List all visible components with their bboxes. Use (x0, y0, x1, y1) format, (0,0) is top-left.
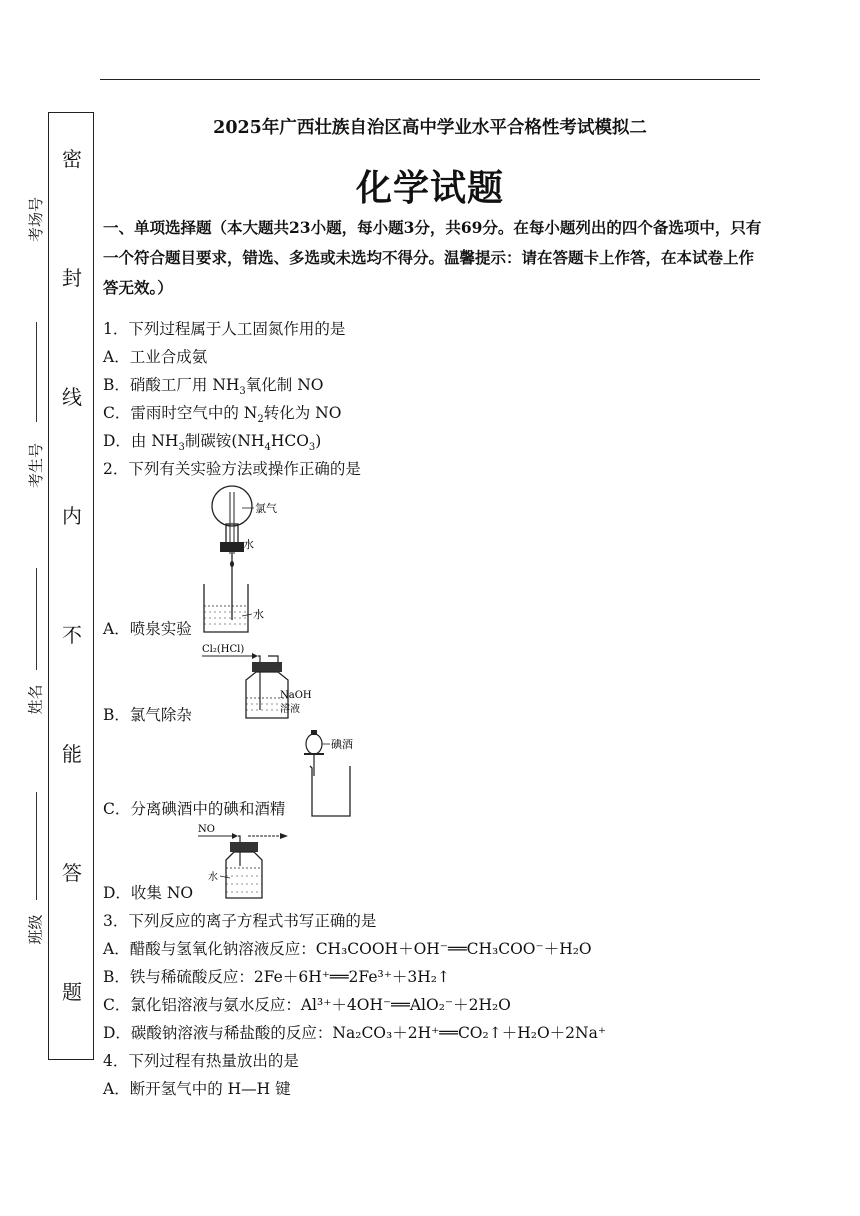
q2-option-b: B．氯气除杂 (103, 706, 192, 724)
q1-stem: 1．下列过程属于人工固氮作用的是 (103, 320, 346, 338)
q3-option-c: C．氯化铝溶液与氨水反应：Al³⁺＋4OH⁻══AlO₂⁻＋2H₂O (103, 996, 511, 1014)
separatory-funnel-figure (300, 730, 364, 818)
q3-stem: 3．下列反应的离子方程式书写正确的是 (103, 912, 377, 930)
seal-char: 内 (62, 504, 82, 528)
seal-char: 答 (62, 861, 82, 885)
section-heading: 一、单项选择题（本大题共23小题，每小题3分，共69分。在每小题列出的四个备选项中，只有一个符合题目要求，错选、多选或未选均不得分。温馨提示：请在答题卡上作答，在本试卷上作答无效。） (103, 218, 762, 297)
seal-char: 线 (62, 385, 82, 409)
q3-option-a: A．醋酸与氢氧化钠溶液反应：CH₃COOH＋OH⁻══CH₃COO⁻＋H₂O (103, 940, 592, 958)
name-label: 姓名 (26, 684, 45, 715)
fig-c-reagent-label: 碘酒 (331, 738, 353, 751)
fig-b-reagent-label-1: NaOH (280, 690, 312, 701)
seal-char: 密 (62, 147, 82, 171)
q1-option-a: A．工业合成氨 (103, 348, 208, 366)
top-rule (100, 79, 760, 80)
q2-option-a: A．喷泉实验 (103, 620, 192, 638)
q4-option-a: A．断开氢气中的 H—H 键 (103, 1080, 291, 1098)
q4-stem: 4．下列过程有热量放出的是 (103, 1052, 299, 1070)
name-line (36, 792, 37, 900)
exam-room-line (36, 322, 37, 422)
q3-option-d: D．碳酸钠溶液与稀盐酸的反应：Na₂CO₃＋2H⁺══CO₂↑＋H₂O＋2Na⁺ (103, 1024, 607, 1042)
seal-line-box (48, 112, 94, 1060)
q1-option-c: C．雷雨时空气中的 $N_2$转化为 NO (103, 404, 342, 426)
fig-b-inlet-label: Cl₂(HCl) (202, 644, 245, 655)
fountain-apparatus-figure (198, 484, 288, 636)
q2-option-c: C．分离碘酒中的碘和酒精 (103, 800, 286, 818)
q3-option-b: B．铁与稀硫酸反应：2Fe＋6H⁺══2Fe³⁺＋3H₂↑ (103, 968, 450, 986)
class-label: 班级 (26, 914, 45, 945)
q1-option-b: B．硝酸工厂用 $NH_3$氧化制 NO (103, 376, 324, 398)
fig-a-water-top-label: 水 (243, 538, 254, 551)
fig-a-gas-label: 氯气 (255, 502, 277, 515)
seal-char: 题 (62, 980, 82, 1004)
fig-a-water-bottom-label: 水 (253, 608, 264, 621)
seal-char: 封 (62, 266, 82, 290)
exam-title: 2025年广西壮族自治区高中学业水平合格性考试模拟二 (213, 118, 647, 138)
fig-d-inlet-label: NO (198, 824, 215, 835)
exam-room-label: 考场号 (27, 196, 46, 243)
gas-collection-bottle-figure (196, 820, 296, 902)
fig-b-reagent-label-2: 溶液 (280, 704, 300, 715)
seal-char: 能 (62, 742, 82, 766)
q2-option-d: D．收集 NO (103, 884, 194, 902)
main-title: 化学试题 (355, 167, 504, 209)
gas-washing-bottle-figure (200, 640, 320, 722)
q1-option-d: D．由 $NH_3$制碳铵$(NH_4HCO_3)$ (103, 432, 322, 454)
student-no-line (36, 568, 37, 670)
student-no-label: 考生号 (27, 442, 46, 489)
seal-char: 不 (62, 623, 82, 647)
q2-stem: 2．下列有关实验方法或操作正确的是 (103, 460, 361, 478)
fig-d-water-label: 水 (208, 872, 218, 883)
